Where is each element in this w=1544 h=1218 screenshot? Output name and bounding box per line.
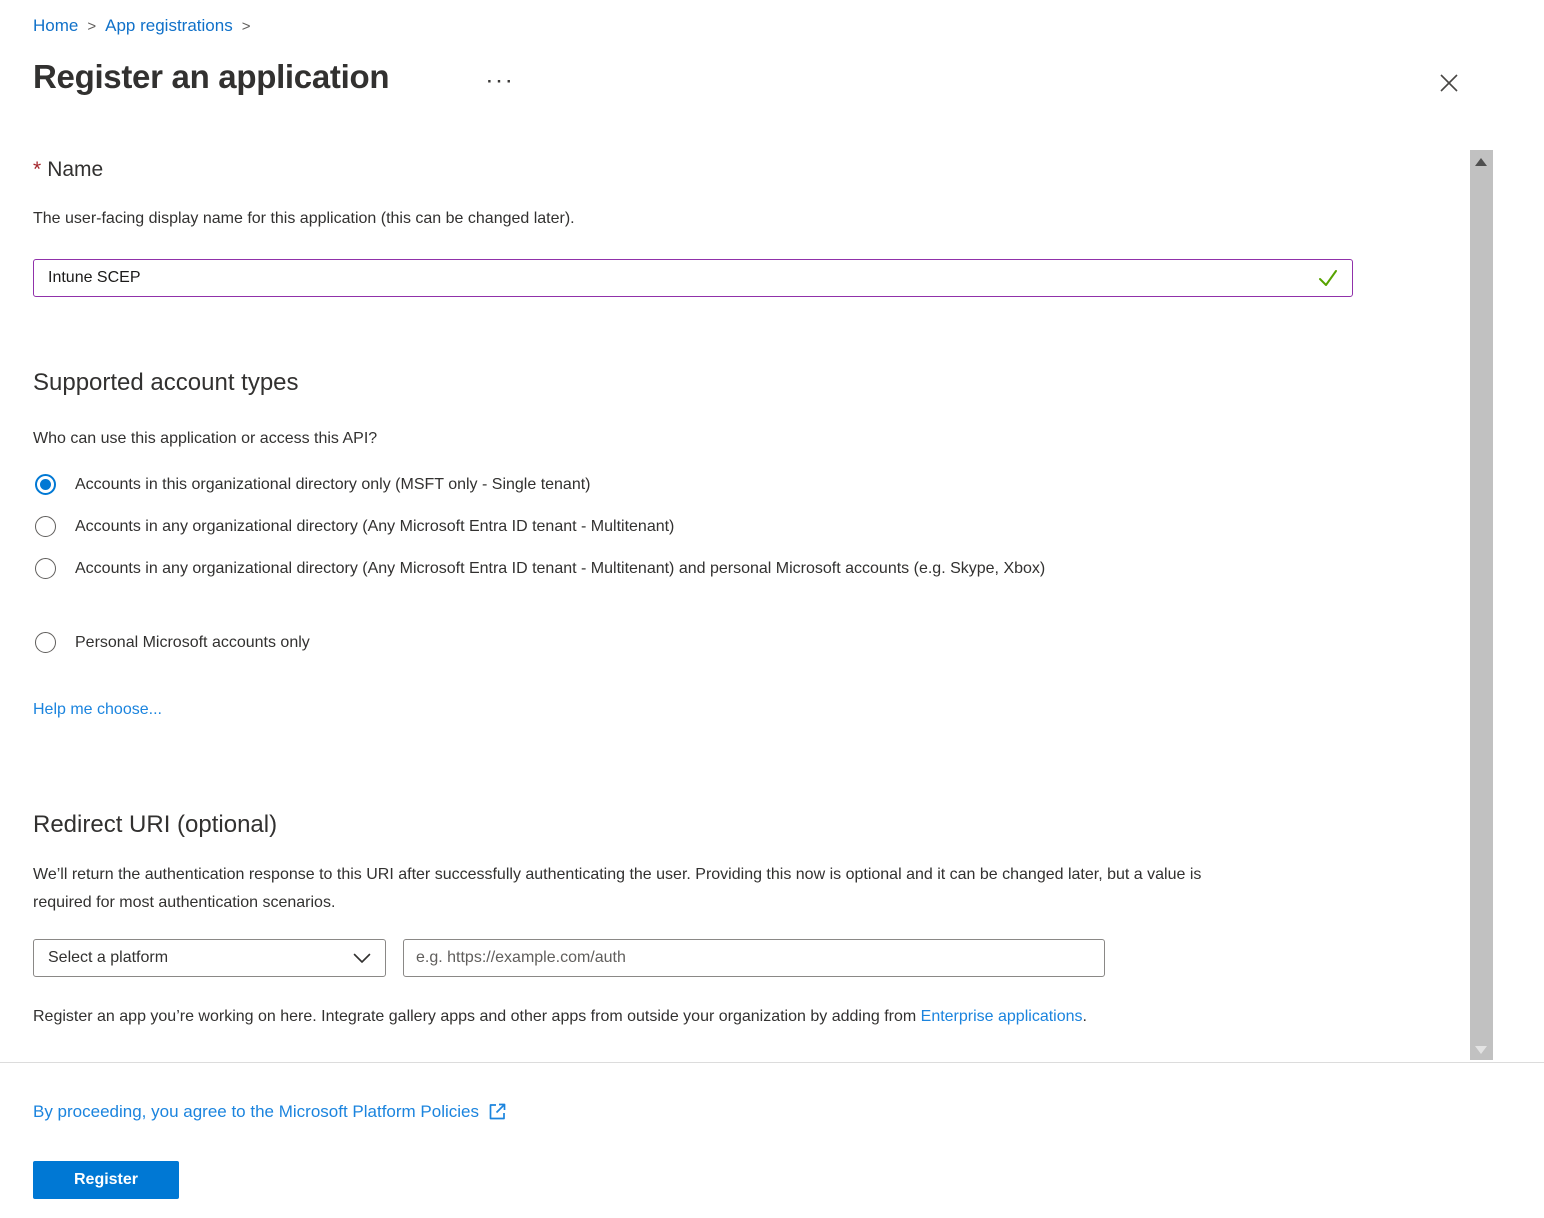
external-link-icon	[487, 1101, 508, 1122]
scrollbar-down-icon[interactable]	[1475, 1046, 1487, 1054]
enterprise-applications-link[interactable]: Enterprise applications	[920, 1008, 1083, 1025]
radio-label: Accounts in this organizational directory only (MSFT only - Single tenant)	[75, 476, 591, 493]
platform-policies-link[interactable]: By proceeding, you agree to the Microsoft Platform Policies	[33, 1101, 508, 1122]
close-button[interactable]	[1434, 68, 1464, 98]
name-input[interactable]	[33, 259, 1353, 297]
platform-select-value: Select a platform	[48, 949, 169, 966]
radio-label: Accounts in any organizational directory (Any Microsoft Entra ID tenant - Multitenant)	[75, 518, 675, 535]
radio-label: Personal Microsoft accounts only	[75, 634, 310, 651]
register-button[interactable]: Register	[33, 1161, 179, 1199]
radio-multitenant-personal[interactable]	[35, 558, 1045, 583]
account-types-question: Who can use this application or access this API?	[33, 430, 378, 447]
chevron-down-icon	[353, 953, 371, 964]
platform-select[interactable]	[33, 939, 386, 977]
help-me-choose-link[interactable]: Help me choose...	[33, 701, 162, 718]
required-asterisk: *	[33, 158, 42, 181]
redirect-uri-input[interactable]	[403, 939, 1105, 977]
radio-personal-only[interactable]	[35, 632, 310, 657]
breadcrumb	[33, 16, 250, 36]
radio-selected-icon	[35, 474, 56, 495]
more-options-icon[interactable]: ···	[487, 72, 516, 91]
radio-unselected-icon	[35, 558, 56, 579]
redirect-uri-description: We’ll return the authentication response to this URI after successfully authenticating the user. Providing this now is optional and it can be changed later, but a value is required for most authentication scenarios.	[33, 866, 1202, 911]
vertical-scrollbar[interactable]	[1470, 150, 1493, 1060]
close-icon	[1438, 72, 1460, 94]
radio-single-tenant[interactable]	[35, 474, 591, 499]
radio-label: Accounts in any organizational directory (Any Microsoft Entra ID tenant - Multitenant) and personal Microsoft accounts (e.g. Skype, Xbox)	[75, 560, 1046, 577]
supported-account-types-heading: Supported account types	[33, 369, 299, 396]
redirect-uri-heading: Redirect URI (optional)	[33, 811, 278, 838]
radio-unselected-icon	[35, 516, 56, 537]
page-title: Register an application	[33, 58, 390, 95]
enterprise-apps-note: Register an app you’re working on here. Integrate gallery apps and other apps from outside your organization by adding from Enterprise applications.	[33, 1008, 1087, 1025]
radio-multitenant[interactable]	[35, 516, 674, 541]
name-field-label: * Name	[33, 158, 104, 181]
footer-divider	[0, 1062, 1544, 1063]
breadcrumb-app-registrations-link[interactable]: App registrations	[105, 16, 233, 35]
chevron-right-icon: >	[87, 17, 97, 35]
valid-checkmark-icon	[1317, 268, 1339, 288]
radio-unselected-icon	[35, 632, 56, 653]
breadcrumb-home-link[interactable]: Home	[33, 16, 79, 35]
chevron-right-icon: >	[241, 17, 251, 35]
scrollbar-up-icon[interactable]	[1475, 158, 1487, 166]
name-field-description: The user-facing display name for this application (this can be changed later).	[33, 210, 575, 227]
